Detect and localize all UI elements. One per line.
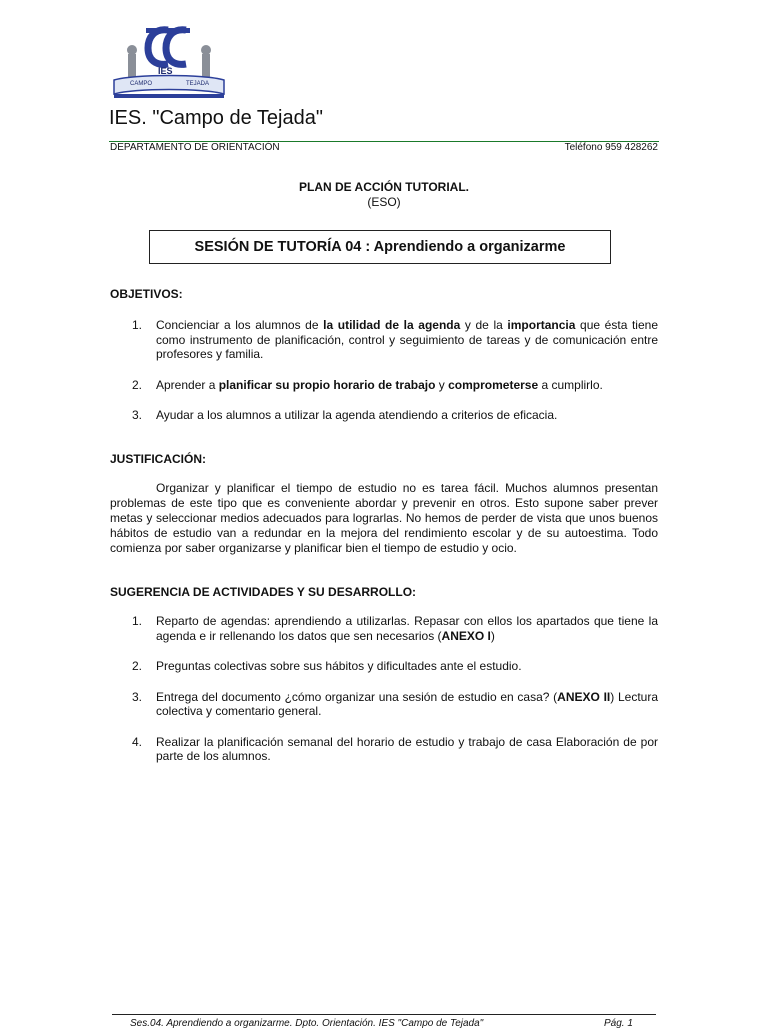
list-item: 1. Reparto de agendas: aprendiendo a utilizarlas. Repasar con ellos los apartados que tiene la agenda e ir rellenando los datos que sen necesarios (ANEXO I) <box>132 614 658 643</box>
list-item: 2. Preguntas colectivas sobre sus hábitos y dificultades ante el estudio. <box>132 659 522 673</box>
activities-list <box>110 614 658 780</box>
list-item: 1. Concienciar a los alumnos de la utilidad de la agenda y de la importancia que ésta tiene como instrumento de planificación, control y seguimiento de tareas y de comunicación entre profesores y familia. <box>132 318 658 361</box>
list-item: 3. Entrega del documento ¿cómo organizar una sesión de estudio en casa? (ANEXO II) Lectura colectiva y comentario general. <box>132 689 658 718</box>
list-number: 2. <box>132 377 143 392</box>
list-item: 3. Ayudar a los alumnos a utilizar la agenda atendiendo a criterios de eficacia. <box>132 408 558 422</box>
school-logo-emblem <box>110 24 228 102</box>
logo-tejada-label: TEJADA <box>186 81 210 87</box>
list-number: 1. <box>132 614 143 628</box>
school-name: IES. "Campo de Tejada" <box>109 107 323 129</box>
plan-subtitle: (ESO) <box>367 195 401 209</box>
activities-heading: SUGERENCIA DE ACTIVIDADES Y SU DESARROLLO: <box>110 585 417 599</box>
footer-divider <box>112 1014 656 1015</box>
logo-campo-label: CAMPO <box>130 81 153 87</box>
phone-number: Teléfono 959 428262 <box>564 142 658 153</box>
footer-text: Ses.04. Aprendiendo a organizarme. Dpto. Orientación. IES "Campo de Tejada" <box>130 1018 484 1029</box>
list-number: 4. <box>132 734 143 749</box>
justification-paragraph: Organizar y planificar el tiempo de estudio no es tarea fácil. Muchos alumnos presentan problemas de este tipo que es conveniente abordar y prevenir en otros. Esto supone saber prever metas y seleccionar medios adecuados para lograrlas. No hemos de perder de vista que unos buenos hábitos de estudio van a redundar en la mejora del rendimiento escolar y de su autoestima. Todo comienza por saber organizarse y planificar bien el tiempo de estudio y ocio. <box>110 481 658 555</box>
list-number: 1. <box>132 318 143 332</box>
session-title: SESIÓN DE TUTORÍA 04 : Aprendiendo a organizarme <box>194 239 566 255</box>
logo-ies-label: IES <box>158 66 173 76</box>
justification-heading: JUSTIFICACIÓN: <box>110 452 206 466</box>
plan-title: PLAN DE ACCIÓN TUTORIAL. <box>299 180 469 194</box>
list-number: 3. <box>132 689 143 704</box>
page-number: Pág. 1 <box>604 1018 633 1029</box>
list-number: 3. <box>132 408 143 422</box>
session-title-box <box>149 230 611 264</box>
objectives-list <box>110 318 658 439</box>
department-label: DEPARTAMENTO DE ORIENTACIÓN <box>110 142 280 153</box>
list-number: 2. <box>132 659 143 673</box>
list-item: 2. Aprender a planificar su propio horario de trabajo y comprometerse a cumplirlo. <box>132 377 603 392</box>
objectives-heading: OBJETIVOS: <box>110 287 183 301</box>
school-logo <box>110 24 228 102</box>
list-item: 4. Realizar la planificación semanal del horario de estudio y trabajo de casa Elaboración de por parte de los alumnos. <box>132 734 658 763</box>
